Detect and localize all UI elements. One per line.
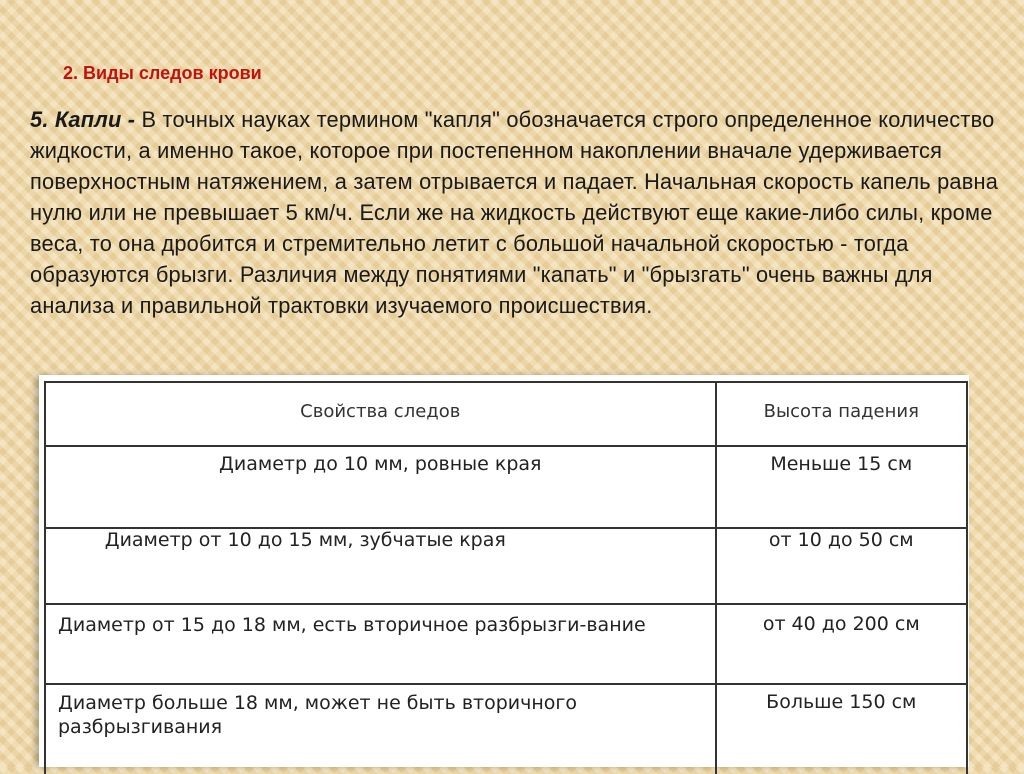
- paragraph-text: В точных науках термином "капля" обозначается строго определенное количество жидкости, а именно такое, которое при постепенном накоплении вначале удерживается поверхностным натяжением, а затем отрывается и падает. Начальная скорость капель равна нулю или не превышает 5 км/ч. Если же на жидкость действуют еще какие-либо силы, кроме веса, то она дробится и стремительно летит с большой начальной скоростью - тогда образуются брызги. Различия между понятиями "капать" и "брызгать" очень важны для анализа и правильной трактовки изучаемого происшествия.: [30, 107, 999, 318]
- row-property: Диаметр от 15 до 18 мм, есть вторичное разбрызги-вание: [45, 604, 716, 684]
- row-height: от 10 до 50 см: [716, 528, 967, 604]
- paragraph-lead: 5. Капли -: [30, 107, 136, 132]
- row-property: Диаметр больше 18 мм, может не быть вторичного разбрызгивания: [45, 684, 716, 774]
- table-row: [45, 446, 967, 528]
- row-property: Диаметр до 10 мм, ровные края: [45, 446, 716, 528]
- table-card: [39, 375, 969, 767]
- header-properties: Свойства следов: [45, 382, 716, 446]
- body-paragraph: [30, 104, 1020, 321]
- table-row: [45, 604, 967, 684]
- table-header-row: [45, 382, 967, 446]
- blood-traces-table: [44, 381, 968, 774]
- row-height: от 40 до 200 см: [716, 604, 967, 684]
- table-row: [45, 684, 967, 774]
- row-height: Меньше 15 см: [716, 446, 967, 528]
- row-property-text: Диаметр от 10 до 15 мм, зубчатые края: [104, 529, 506, 551]
- header-fall-height: Высота падения: [716, 382, 967, 446]
- table-row: [45, 528, 967, 604]
- row-height: Больше 150 см: [716, 684, 967, 774]
- row-property: [45, 528, 716, 604]
- slide-heading: 2. Виды следов крови: [63, 63, 262, 83]
